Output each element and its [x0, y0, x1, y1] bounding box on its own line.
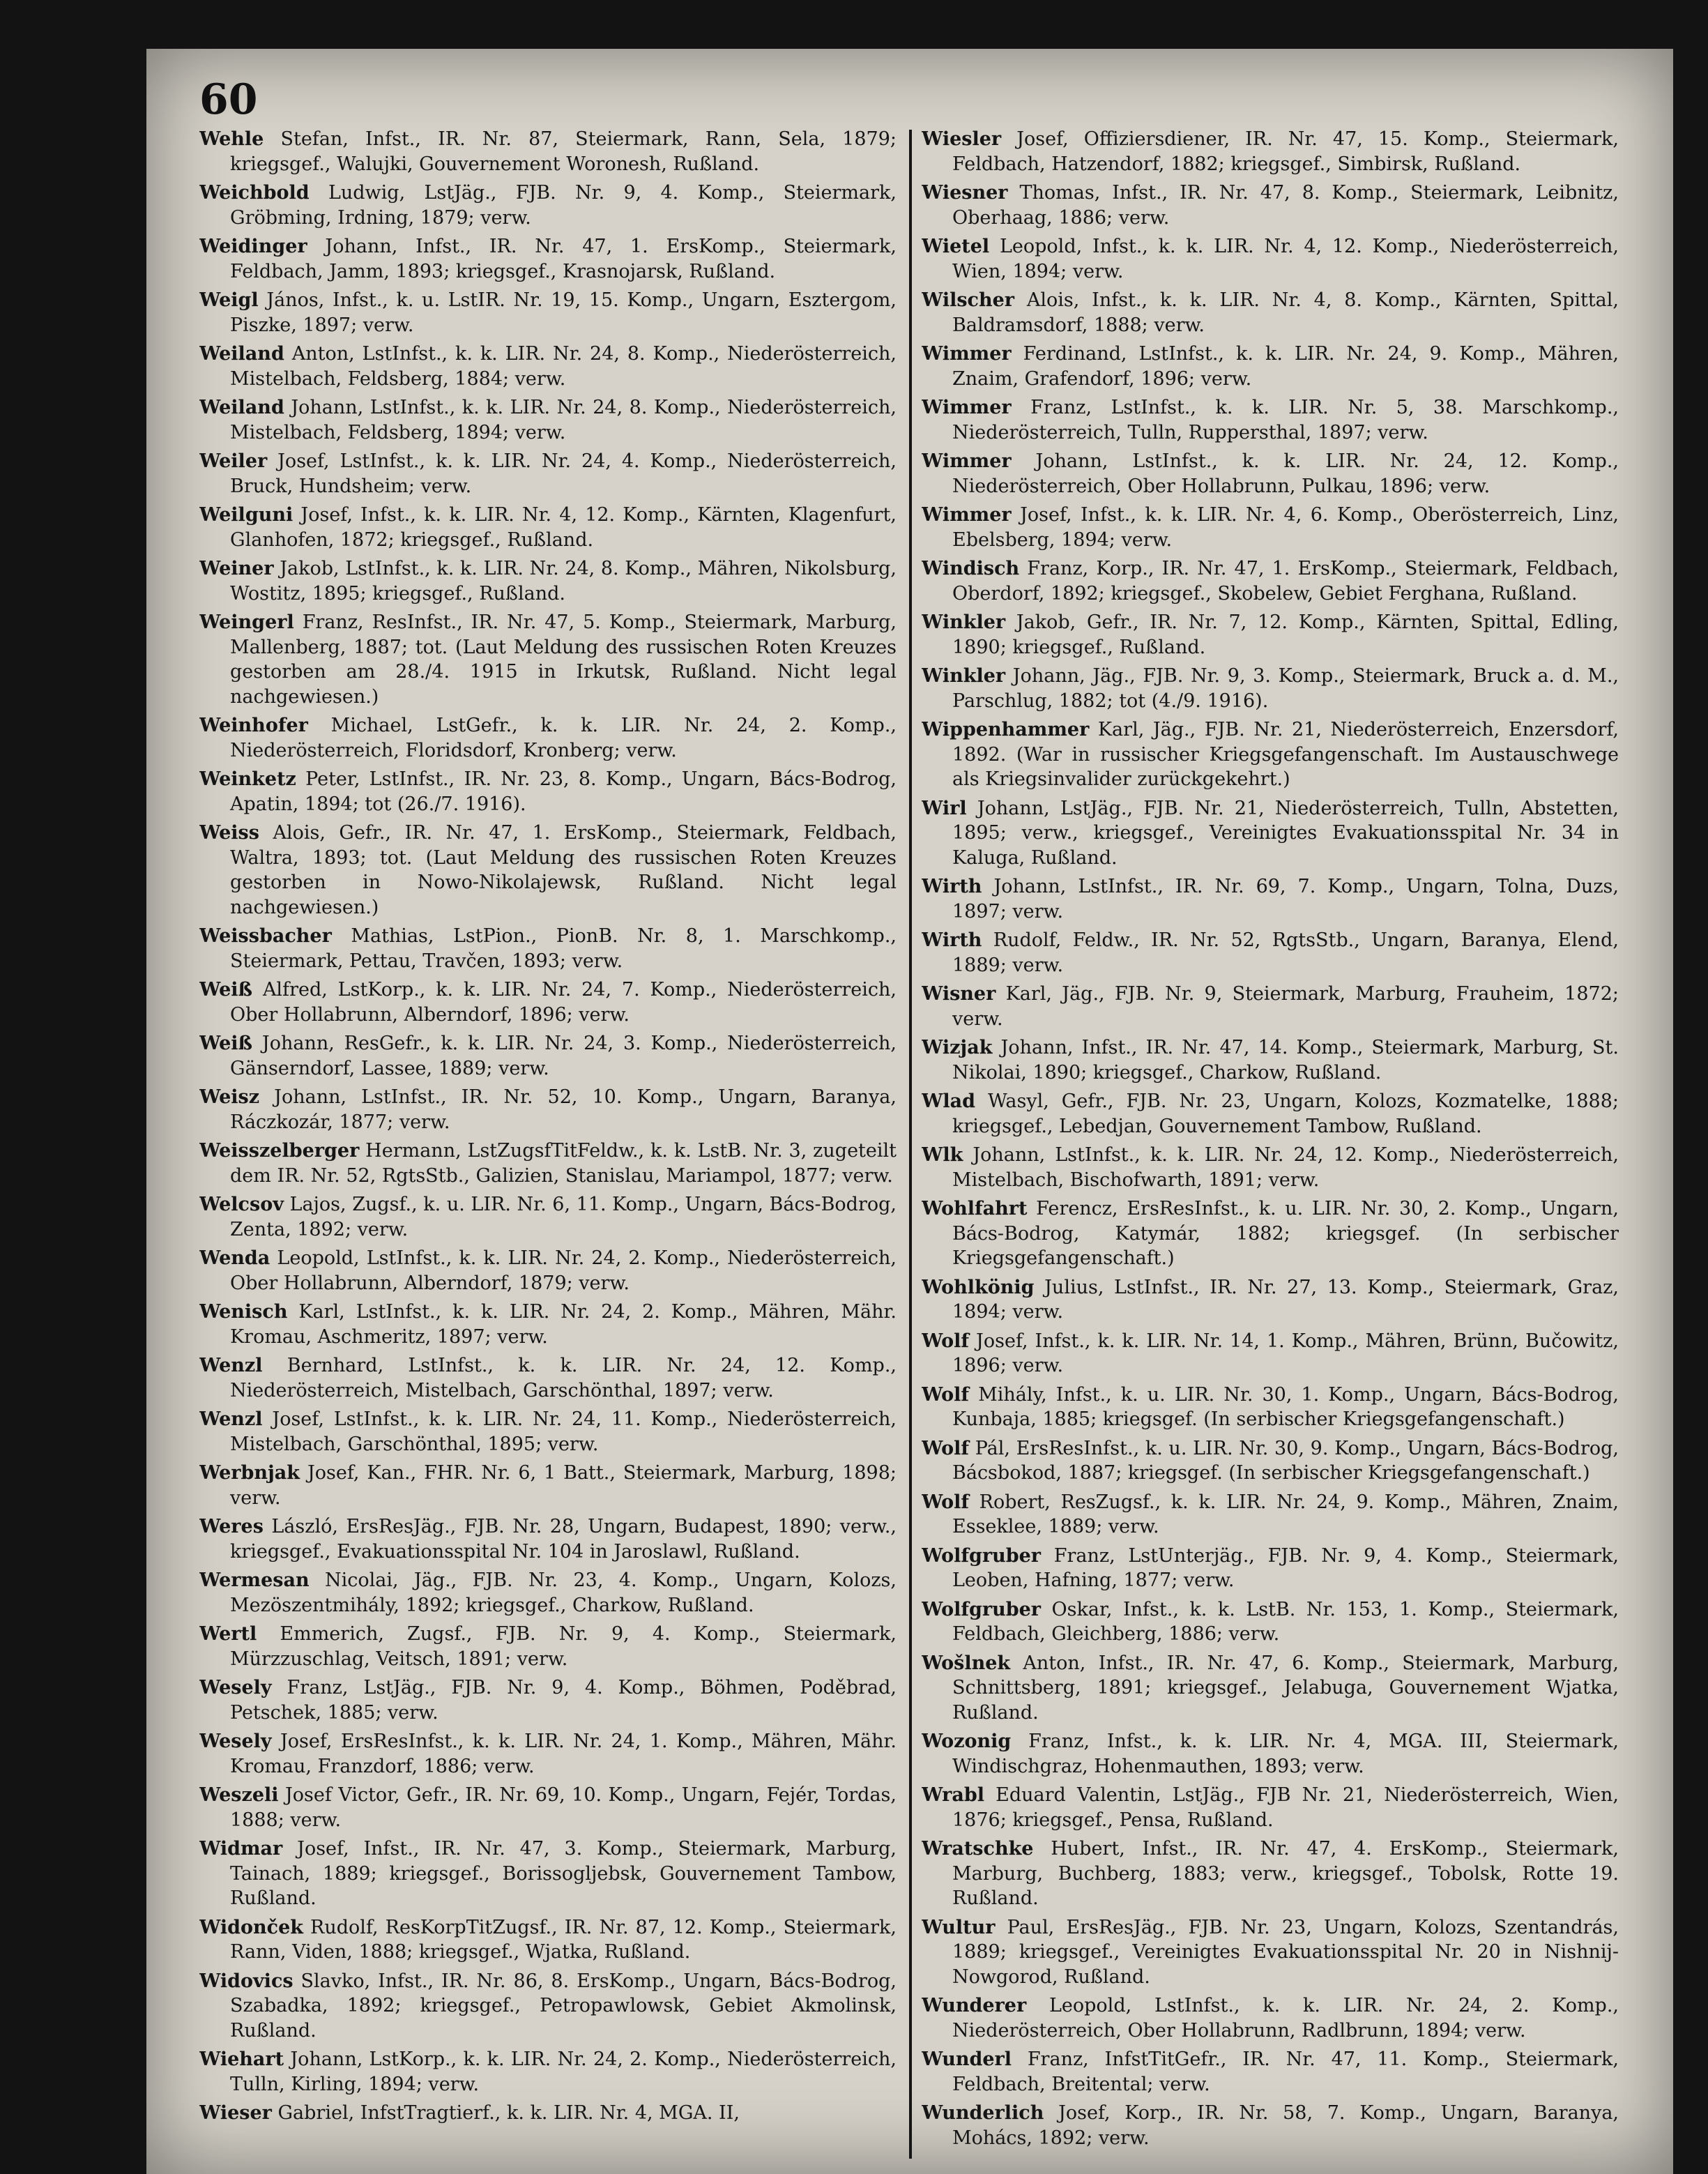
entry-surname: Wimmer [922, 343, 1012, 365]
register-entry [922, 2101, 1619, 2150]
register-entry [199, 767, 897, 816]
right-column [922, 127, 1619, 2163]
entry-details: Franz, LstJäg., FJB. Nr. 9, 4. Komp., Böhmen, Poděbrad, Petschek, 1885; verw. [230, 1677, 897, 1724]
entry-surname: Wertl [199, 1623, 257, 1645]
entry-details: Johann, ResGefr., k. k. LIR. Nr. 24, 3. Komp., Niederösterreich, Gänserndorf, Lassee, 1889; verw. [230, 1033, 897, 1079]
entry-details: Julius, LstInfst., IR. Nr. 27, 13. Komp., Steiermark, Graz, 1894; verw. [952, 1276, 1619, 1323]
entry-surname: Wenzl [199, 1355, 263, 1376]
register-entry [199, 1031, 897, 1081]
register-entry [922, 1275, 1619, 1325]
entry-details: Mathias, LstPion., PionB. Nr. 8, 1. Marschkomp., Steiermark, Pettau, Travčen, 1893; verw. [230, 925, 897, 972]
entry-details: Anton, Infst., IR. Nr. 47, 6. Komp., Steiermark, Marburg, Schnittsberg, 1891; kriegsgef., Jelabuga, Gouvernement Wjatka, Rußland. [952, 1652, 1619, 1724]
entry-surname: Welcsov [199, 1194, 284, 1215]
left-column [199, 127, 897, 2163]
register-entry [922, 1089, 1619, 1139]
entry-surname: Wesely [199, 1677, 272, 1698]
register-entry [199, 342, 897, 391]
entry-details: Josef, Korp., IR. Nr. 58, 7. Komp., Ungarn, Baranya, Mohács, 1892; verw. [952, 2102, 1619, 2149]
entry-details: Stefan, Infst., IR. Nr. 87, Steiermark, Rann, Sela, 1879; kriegsgef., Walujki, Gouvernement Woronesh, Rußland. [230, 128, 897, 175]
entry-details: Johann, LstInfst., IR. Nr. 52, 10. Komp., Ungarn, Baranya, Ráczkozár, 1877; verw. [230, 1086, 897, 1133]
register-entry [922, 1436, 1619, 1486]
register-entry [199, 1783, 897, 1832]
entry-details: Franz, LstInfst., k. k. LIR. Nr. 5, 38. Marschkomp., Niederösterreich, Tulln, Ruppersthal, 1897; verw. [952, 397, 1619, 443]
entry-details: Michael, LstGefr., k. k. LIR. Nr. 24, 2. Komp., Niederösterreich, Floridsdorf, Kronberg; verw. [230, 715, 897, 761]
entry-surname: Windisch [922, 558, 1020, 579]
entry-details: Josef, Kan., FHR. Nr. 6, 1 Batt., Steiermark, Marburg, 1898; verw. [230, 1462, 897, 1509]
register-entry [199, 503, 897, 552]
register-entry [199, 234, 897, 284]
entry-details: Robert, ResZugsf., k. k. LIR. Nr. 24, 9. Komp., Mähren, Znaim, Esseklee, 1889; verw. [952, 1491, 1619, 1537]
register-entry [199, 2047, 897, 2097]
entry-surname: Weiss [199, 822, 259, 844]
entry-surname: Wirth [922, 876, 982, 897]
entry-details: László, ErsResJäg., FJB. Nr. 28, Ungarn, Budapest, 1890; verw., kriegsgef., Evakuationsspital Nr. 104 in Jaroslawl, Rußland. [230, 1516, 897, 1563]
entry-surname: Weigl [199, 289, 259, 311]
entry-surname: Wlk [922, 1144, 963, 1166]
entry-surname: Wilscher [922, 289, 1015, 311]
register-entry [922, 1329, 1619, 1378]
entry-details: Josef, Infst., IR. Nr. 47, 3. Komp., Steiermark, Marburg, Tainach, 1889; kriegsgef., Borissogljebsk, Gouvernement Tambow, Rußland. [230, 1838, 897, 1909]
register-entry [199, 1407, 897, 1457]
entry-surname: Wirl [922, 797, 967, 819]
register-entry [922, 1729, 1619, 1779]
register-entry [199, 1085, 897, 1134]
entry-details: Johann, LstInfst., k. k. LIR. Nr. 24, 8. Komp., Niederösterreich, Mistelbach, Feldsberg, 1894; verw. [230, 397, 897, 443]
register-entry [922, 610, 1619, 660]
entry-surname: Weinketz [199, 768, 296, 790]
entry-surname: Wenzl [199, 1408, 263, 1430]
entry-surname: Weiland [199, 343, 284, 365]
entry-details: Johann, Jäg., FJB. Nr. 9, 3. Komp., Steiermark, Bruck a. d. M., Parschlug, 1882; tot (4./9. 1916). [952, 665, 1619, 712]
register-entry [922, 234, 1619, 284]
entry-surname: Wehle [199, 128, 264, 150]
entry-surname: Wunderl [922, 2048, 1012, 2070]
register-entry [922, 503, 1619, 552]
entry-surname: Wolf [922, 1330, 970, 1352]
register-entry [922, 395, 1619, 445]
register-entry [199, 449, 897, 499]
entry-details: Emmerich, Zugsf., FJB. Nr. 9, 4. Komp., Steiermark, Mürzzuschlag, Veitsch, 1891; verw. [230, 1623, 897, 1670]
entry-surname: Weidinger [199, 236, 307, 257]
entry-details: Lajos, Zugsf., k. u. LIR. Nr. 6, 11. Komp., Ungarn, Bács-Bodrog, Zenta, 1892; verw. [230, 1194, 897, 1240]
register-entry [922, 928, 1619, 978]
register-entry [199, 556, 897, 606]
entry-surname: Weingerl [199, 611, 294, 633]
entry-surname: Wolfgruber [922, 1544, 1042, 1567]
entry-surname: Weiler [199, 450, 268, 472]
entry-surname: Wultur [922, 1916, 996, 1938]
entry-surname: Wolf [922, 1491, 970, 1513]
entry-details: Leopold, LstInfst., k. k. LIR. Nr. 24, 2. Komp., Niederösterreich, Ober Hollabrunn, Radlbrunn, 1894; verw. [952, 1995, 1619, 2042]
entry-surname: Wolf [922, 1383, 970, 1406]
entry-details: Josef, Infst., k. k. LIR. Nr. 14, 1. Komp., Mähren, Brünn, Bučowitz, 1896; verw. [952, 1330, 1619, 1376]
register-entry [922, 1383, 1619, 1432]
register-entry [199, 821, 897, 920]
entry-details: Bernhard, LstInfst., k. k. LIR. Nr. 24, 12. Komp., Niederösterreich, Mistelbach, Garschönthal, 1897; verw. [230, 1355, 897, 1401]
column-divider [909, 130, 912, 2159]
register-entry [922, 1196, 1619, 1271]
register-entry [922, 288, 1619, 337]
entry-surname: Wozonig [922, 1731, 1012, 1752]
entry-details: Wasyl, Gefr., FJB. Nr. 23, Ungarn, Kolozs, Kozmatelke, 1888; kriegsgef., Lebedjan, Gouvernement Tambow, Rußland. [952, 1090, 1619, 1137]
register-entry [199, 1915, 897, 1965]
register-entry [199, 1353, 897, 1403]
entry-details: Thomas, Infst., IR. Nr. 47, 8. Komp., Steiermark, Leibnitz, Oberhaag, 1886; verw. [952, 182, 1619, 229]
entry-details: Karl, LstInfst., k. k. LIR. Nr. 24, 2. Komp., Mähren, Mähr. Kromau, Aschmeritz, 1897; verw. [230, 1301, 897, 1348]
register-entry [922, 717, 1619, 792]
entry-details: Gabriel, InfstTragtierf., k. k. LIR. Nr. 4, MGA. II, [277, 2102, 740, 2124]
register-entry [922, 1837, 1619, 1911]
register-entry [199, 1837, 897, 1911]
entry-surname: Wrabl [922, 1784, 984, 1806]
register-entry [199, 1514, 897, 1564]
entry-details: Karl, Jäg., FJB. Nr. 9, Steiermark, Marburg, Frauheim, 1872; verw. [952, 983, 1619, 1030]
entry-details: Johann, LstJäg., FJB. Nr. 21, Niederösterreich, Tulln, Abstetten, 1895; verw., kriegsgef., Vereinigtes Evakuationsspital Nr. 34 in Kaluga, Rußland. [952, 797, 1619, 869]
register-entry [199, 1729, 897, 1779]
entry-surname: Widovics [199, 1970, 293, 1992]
entry-details: Ludwig, LstJäg., FJB. Nr. 9, 4. Komp., Steiermark, Gröbming, Irdning, 1879; verw. [230, 182, 897, 229]
entry-surname: Weiland [199, 397, 284, 418]
register-entry [199, 1246, 897, 1295]
register-entry [199, 288, 897, 337]
register-entry [922, 1035, 1619, 1085]
register-entry [199, 127, 897, 176]
register-entry [199, 1192, 897, 1242]
entry-surname: Wošlnek [922, 1652, 1011, 1674]
entry-details: Johann, Infst., IR. Nr. 47, 1. ErsKomp., Steiermark, Feldbach, Jamm, 1893; kriegsgef., Krasnojarsk, Rußland. [230, 236, 897, 282]
entry-surname: Winkler [922, 611, 1006, 633]
entry-details: Franz, LstUnterjäg., FJB. Nr. 9, 4. Komp., Steiermark, Leoben, Hafning, 1877; verw. [952, 1544, 1619, 1591]
entry-details: Rudolf, ResKorpTitZugsf., IR. Nr. 87, 12. Komp., Steiermark, Rann, Viden, 1888; kriegsgef., Wjatka, Rußland. [230, 1916, 897, 1963]
entry-surname: Wenda [199, 1247, 270, 1269]
entry-details: Alois, Gefr., IR. Nr. 47, 1. ErsKomp., Steiermark, Feldbach, Waltra, 1893; tot. (Laut Meldung des russischen Roten Kreuzes gestorben in Nowo-Nikolajewsk, Rußland. Nicht legal nachgewiesen.) [230, 822, 897, 918]
entry-details: Paul, ErsResJäg., FJB. Nr. 23, Ungarn, Kolozs, Szentandrás, 1889; kriegsgef., Vereinigtes Evakuationsspital Nr. 20 in Nishnij-Nowgorod, Rußland. [952, 1916, 1619, 1988]
register-entry [199, 1461, 897, 1510]
entry-surname: Weisz [199, 1086, 260, 1108]
register-entry [922, 796, 1619, 871]
register-entry [922, 1651, 1619, 1726]
entry-surname: Wunderer [922, 1995, 1027, 2016]
entry-details: Slavko, Infst., IR. Nr. 86, 8. ErsKomp., Ungarn, Bács-Bodrog, Szabadka, 1892; kriegsgef., Petropawlowsk, Gebiet Akmolinsk, Rußland. [230, 1970, 897, 2042]
entry-details: Leopold, LstInfst., k. k. LIR. Nr. 24, 2. Komp., Niederösterreich, Ober Hollabrunn, Alberndorf, 1879; verw. [230, 1247, 897, 1294]
entry-details: Franz, Infst., k. k. LIR. Nr. 4, MGA. III, Steiermark, Windischgraz, Hohenmauthen, 1893; verw. [952, 1731, 1619, 1777]
register-entry [199, 1139, 897, 1188]
entry-details: Johann, LstKorp., k. k. LIR. Nr. 24, 2. Komp., Niederösterreich, Tulln, Kirling, 1894; verw. [230, 2048, 897, 2095]
entry-details: Pál, ErsResInfst., k. u. LIR. Nr. 30, 9. Komp., Ungarn, Bács-Bodrog, Bácsbokod, 1887; kriegsgef. (In serbischer Kriegsgefangenschaft.) [952, 1437, 1619, 1484]
register-entry [199, 713, 897, 763]
entry-surname: Wlad [922, 1090, 975, 1112]
entry-details: János, Infst., k. u. LstIR. Nr. 19, 15. Komp., Ungarn, Esztergom, Piszke, 1897; verw. [230, 289, 897, 336]
register-entry [199, 1969, 897, 2044]
entry-details: Karl, Jäg., FJB. Nr. 21, Niederösterreich, Enzersdorf, 1892. (War in russischer Kriegsgefangenschaft. Im Austauschwege als Kriegsinvalider zurückgekehrt.) [952, 719, 1619, 790]
register-entry [922, 556, 1619, 606]
entry-details: Oskar, Infst., k. k. LstB. Nr. 153, 1. Komp., Steiermark, Feldbach, Gleichberg, 1886; verw. [952, 1598, 1619, 1645]
entry-details: Josef, Offiziersdiener, IR. Nr. 47, 15. Komp., Steiermark, Feldbach, Hatzendorf, 1882; kriegsgef., Simbirsk, Rußland. [952, 128, 1619, 175]
entry-surname: Wiesler [922, 128, 1002, 150]
register-entry [922, 1143, 1619, 1192]
register-entry [199, 395, 897, 445]
entry-details: Josef, Infst., k. k. LIR. Nr. 4, 12. Komp., Kärnten, Klagenfurt, Glanhofen, 1872; kriegsgef., Rußland. [230, 504, 897, 551]
entry-surname: Wolf [922, 1437, 970, 1459]
entry-details: Josef Victor, Gefr., IR. Nr. 69, 10. Komp., Ungarn, Fejér, Tordas, 1888; verw. [230, 1784, 897, 1831]
entry-details: Johann, LstInfst., k. k. LIR. Nr. 24, 12. Komp., Niederösterreich, Ober Hollabrunn, Pulkau, 1896; verw. [952, 450, 1619, 497]
entry-details: Hubert, Infst., IR. Nr. 47, 4. ErsKomp., Steiermark, Marburg, Buchberg, 1883; verw., kriegsgef., Tobolsk, Rotte 19. Rußland. [952, 1838, 1619, 1909]
entry-details: Hermann, LstZugsfTitFeldw., k. k. LstB. Nr. 3, zugeteilt dem IR. Nr. 52, RgtsStb., Galizien, Stanislau, Mariampol, 1877; verw. [230, 1140, 897, 1187]
register-entry [922, 342, 1619, 391]
entry-surname: Wratschke [922, 1838, 1034, 1860]
entry-details: Eduard Valentin, LstJäg., FJB Nr. 21, Niederösterreich, Wien, 1876; kriegsgef., Pensa, Rußland. [952, 1784, 1619, 1831]
register-entry [922, 1490, 1619, 1540]
entry-details: Leopold, Infst., k. k. LIR. Nr. 4, 12. Komp., Niederösterreich, Wien, 1894; verw. [952, 236, 1619, 282]
entry-details: Jakob, LstInfst., k. k. LIR. Nr. 24, 8. Komp., Mähren, Nikolsburg, Wostitz, 1895; kriegsgef., Rußland. [230, 558, 897, 605]
register-entry [199, 610, 897, 709]
entry-surname: Wirth [922, 929, 982, 951]
entry-surname: Wizjak [922, 1037, 993, 1058]
entry-surname: Wenisch [199, 1301, 288, 1323]
entry-surname: Weisszelberger [199, 1140, 360, 1162]
entry-details: Franz, Korp., IR. Nr. 47, 1. ErsKomp., Steiermark, Feldbach, Oberdorf, 1892; kriegsgef., Skobelew, Gebiet Ferghana, Rußland. [952, 558, 1619, 605]
register-entry [922, 1783, 1619, 1832]
paper-sheet [146, 49, 1673, 2174]
entry-surname: Widmar [199, 1838, 283, 1860]
entry-details: Johann, Infst., IR. Nr. 47, 14. Komp., Steiermark, Marburg, St. Nikolai, 1890; kriegsgef., Charkow, Rußland. [952, 1037, 1619, 1084]
entry-details: Peter, LstInfst., IR. Nr. 23, 8. Komp., Ungarn, Bács-Bodrog, Apatin, 1894; tot (26./7. 1916). [230, 768, 897, 815]
register-entry [922, 664, 1619, 713]
entry-details: Ferdinand, LstInfst., k. k. LIR. Nr. 24, 9. Komp., Mähren, Znaim, Grafendorf, 1896; verw. [952, 343, 1619, 390]
entry-surname: Weiß [199, 1033, 253, 1054]
entry-details: Franz, InfstTitGefr., IR. Nr. 47, 11. Komp., Steiermark, Feldbach, Breitental; verw. [952, 2048, 1619, 2095]
entry-surname: Wietel [922, 236, 990, 257]
entry-surname: Wimmer [922, 450, 1012, 472]
entry-surname: Wolfgruber [922, 1598, 1042, 1620]
entry-details: Jakob, Gefr., IR. Nr. 7, 12. Komp., Kärnten, Spittal, Edling, 1890; kriegsgef., Rußland. [952, 611, 1619, 658]
register-entry [922, 449, 1619, 499]
entry-details: Nicolai, Jäg., FJB. Nr. 23, 4. Komp., Ungarn, Kolozs, Mezöszentmihály, 1892; kriegsgef., Charkow, Rußland. [230, 1569, 897, 1616]
entry-details: Johann, LstInfst., IR. Nr. 69, 7. Komp., Ungarn, Tolna, Duzs, 1897; verw. [952, 876, 1619, 922]
entry-surname: Wieser [199, 2102, 272, 2124]
register-entry [922, 1915, 1619, 1990]
register-entry [922, 982, 1619, 1031]
register-entry [922, 1993, 1619, 2043]
entry-details: Rudolf, Feldw., IR. Nr. 52, RgtsStb., Ungarn, Baranya, Elend, 1889; verw. [952, 929, 1619, 976]
entry-surname: Weinhofer [199, 715, 308, 736]
entry-details: Josef, LstInfst., k. k. LIR. Nr. 24, 11. Komp., Niederösterreich, Mistelbach, Garschönthal, 1895; verw. [230, 1408, 897, 1455]
entry-details: Alois, Infst., k. k. LIR. Nr. 4, 8. Komp., Kärnten, Spittal, Baldramsdorf, 1888; verw. [952, 289, 1619, 336]
register-entry [199, 924, 897, 973]
entry-surname: Weres [199, 1516, 264, 1537]
entry-surname: Wiehart [199, 2048, 284, 2070]
entry-surname: Wimmer [922, 397, 1012, 418]
entry-surname: Weiß [199, 979, 253, 1001]
register-entry [922, 1597, 1619, 1647]
register-entry [922, 181, 1619, 230]
entry-surname: Wiesner [922, 182, 1008, 204]
entry-surname: Wermesan [199, 1569, 310, 1591]
entry-details: Josef, LstInfst., k. k. LIR. Nr. 24, 4. Komp., Niederösterreich, Bruck, Hundsheim; verw. [230, 450, 897, 497]
entry-details: Josef, Infst., k. k. LIR. Nr. 4, 6. Komp., Oberösterreich, Linz, Ebelsberg, 1894; verw. [952, 504, 1619, 551]
entry-surname: Weiner [199, 558, 274, 579]
entry-surname: Winkler [922, 665, 1006, 687]
register-entry [199, 1622, 897, 1671]
entry-details: Anton, LstInfst., k. k. LIR. Nr. 24, 8. Komp., Niederösterreich, Mistelbach, Feldsberg, 1884; verw. [230, 343, 897, 390]
entry-surname: Wohlfahrt [922, 1198, 1028, 1219]
register-entry [922, 1544, 1619, 1593]
register-entry [922, 127, 1619, 176]
entry-details: Franz, ResInfst., IR. Nr. 47, 5. Komp., Steiermark, Marburg, Mallenberg, 1887; tot. (Laut Meldung des russischen Roten Kreuzes gestorben am 28./4. 1915 in Irkutsk, Rußland. Nicht legal nachgewiesen.) [230, 611, 897, 708]
entry-surname: Wesely [199, 1731, 272, 1752]
entry-surname: Wunderlich [922, 2102, 1044, 2124]
entry-surname: Weilguni [199, 504, 293, 526]
register-entry [199, 2101, 897, 2126]
register-entry [199, 1675, 897, 1725]
entry-surname: Weszeli [199, 1784, 279, 1806]
entry-surname: Wohlkönig [922, 1276, 1035, 1298]
entry-surname: Wisner [922, 983, 996, 1005]
entry-surname: Weissbacher [199, 925, 332, 947]
register-entry [922, 874, 1619, 924]
entry-details: Alfred, LstKorp., k. k. LIR. Nr. 24, 7. Komp., Niederösterreich, Ober Hollabrunn, Alberndorf, 1896; verw. [230, 979, 897, 1026]
entry-surname: Wimmer [922, 504, 1012, 526]
entry-details: Johann, LstInfst., k. k. LIR. Nr. 24, 12. Komp., Niederösterreich, Mistelbach, Bischofwarth, 1891; verw. [952, 1144, 1619, 1191]
register-entry [199, 1568, 897, 1618]
entry-surname: Widonček [199, 1916, 303, 1938]
entry-details: Josef, ErsResInfst., k. k. LIR. Nr. 24, 1. Komp., Mähren, Mähr. Kromau, Franzdorf, 1886; verw. [230, 1731, 897, 1777]
entry-surname: Wippenhammer [922, 719, 1090, 740]
page-number: 60 [199, 75, 258, 124]
entry-details: Mihály, Infst., k. u. LIR. Nr. 30, 1. Komp., Ungarn, Bács-Bodrog, Kunbaja, 1885; kriegsgef. (In serbischer Kriegsgefangenschaft.) [952, 1383, 1619, 1430]
entry-details: Ferencz, ErsResInfst., k. u. LIR. Nr. 30, 2. Komp., Ungarn, Bács-Bodrog, Katymár, 1882; kriegsgef. (In serbischer Kriegsgefangenschaft.) [952, 1198, 1619, 1269]
entry-surname: Weichbold [199, 182, 310, 204]
entry-surname: Werbnjak [199, 1462, 300, 1484]
register-entry [199, 1300, 897, 1349]
register-entry [199, 181, 897, 230]
register-entry [922, 2047, 1619, 2097]
register-entry [199, 978, 897, 1027]
